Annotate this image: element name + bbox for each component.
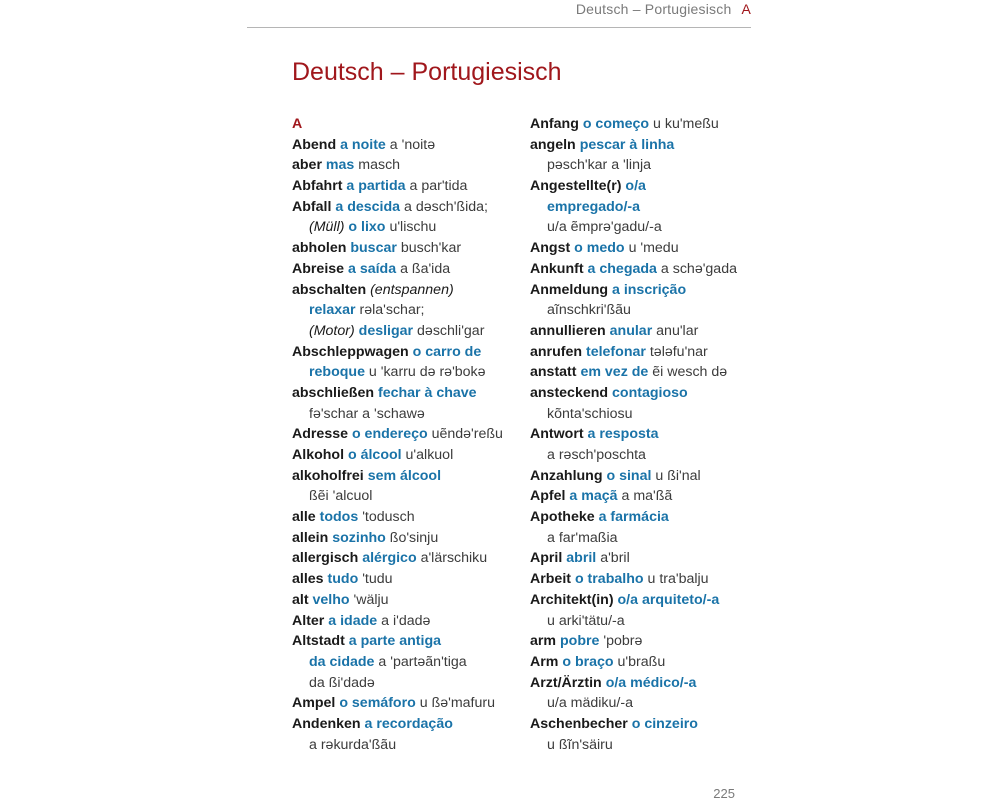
- translation: o/a arquiteto/-a: [617, 591, 720, 608]
- headword: Alkohol: [292, 447, 345, 463]
- usage-note: (Motor): [309, 322, 355, 339]
- headword: Arzt/Ärztin: [530, 674, 602, 691]
- pronunciation: tələfu'nar: [649, 343, 708, 360]
- dictionary-entry-line: [292, 259, 532, 280]
- translation: contagioso: [612, 384, 688, 401]
- dictionary-entry-line: [292, 155, 532, 176]
- dictionary-entry-line: [530, 569, 751, 590]
- running-head: [576, 0, 751, 18]
- translation: anular: [609, 322, 653, 339]
- translation: a recordação: [364, 715, 453, 732]
- pronunciation: uẽndə'reßu: [431, 426, 503, 443]
- dictionary-entry-line: [292, 362, 532, 383]
- translation: o trabalho: [574, 571, 644, 588]
- pronunciation: a 'noitə: [389, 136, 436, 153]
- dictionary-entry-line: [292, 466, 532, 487]
- pronunciation: a rəkurda'ßãu: [309, 736, 397, 753]
- pronunciation: u ßi'nal: [655, 467, 701, 484]
- headword: Anfang: [530, 116, 579, 132]
- translation: o lixo: [348, 219, 386, 236]
- headword: Ampel: [292, 695, 336, 712]
- headword: ansteckend: [530, 384, 609, 401]
- pronunciation: rəla'schar;: [359, 302, 425, 319]
- entries-column-left: [292, 114, 532, 755]
- headword: Apotheke: [530, 509, 595, 526]
- dictionary-entry-line: [292, 280, 532, 301]
- headword: Ankunft: [530, 260, 584, 277]
- dictionary-entry-line: [292, 486, 532, 507]
- translation: o álcool: [347, 447, 402, 463]
- pronunciation: a dəsch'ßida;: [404, 198, 488, 215]
- headword: Abreise: [292, 260, 345, 277]
- section-letter: A: [292, 116, 303, 132]
- dictionary-entry-line: [530, 176, 751, 197]
- dictionary-entry-line: [530, 714, 751, 735]
- dictionary-entry-line: [530, 466, 751, 487]
- headword: Anmeldung: [530, 281, 609, 298]
- dictionary-entry-line: [292, 424, 532, 445]
- headword: Angst: [530, 240, 571, 257]
- headword: abschalten: [292, 281, 367, 298]
- headword: Apfel: [530, 488, 566, 505]
- pronunciation: u ßĩn'säiru: [547, 736, 613, 753]
- dictionary-entry-line: [530, 590, 751, 611]
- translation: da cidade: [309, 653, 375, 670]
- translation: o sinal: [606, 467, 652, 484]
- dictionary-entry-line: [530, 507, 751, 528]
- dictionary-entry-line: [530, 735, 751, 756]
- translation: empregado/-a: [547, 198, 641, 215]
- entries-column-right: [530, 114, 751, 755]
- pronunciation: u ßə'mafuru: [419, 695, 496, 712]
- dictionary-entry-line: [292, 342, 532, 363]
- dictionary-entry-line: [292, 321, 532, 342]
- dictionary-entry-line: [292, 217, 532, 238]
- pronunciation: da ßi'dadə: [309, 674, 375, 691]
- pronunciation: a'lärschiku: [420, 550, 488, 567]
- headword: abholen: [292, 240, 347, 257]
- translation: pescar à linha: [579, 136, 675, 153]
- page-number: 225: [713, 786, 735, 801]
- translation: em vez de: [580, 364, 649, 381]
- pronunciation: ẽi wesch də: [652, 364, 728, 381]
- translation: a inscrição: [611, 281, 687, 298]
- dictionary-entry-line: [530, 259, 751, 280]
- translation: reboque: [309, 364, 365, 381]
- pronunciation: ßẽi 'alcuol: [309, 488, 373, 505]
- pronunciation: u 'karru də rə'bokə: [368, 364, 486, 381]
- header-rule: [247, 27, 751, 28]
- pronunciation: u'alkuol: [405, 447, 454, 463]
- pronunciation: a ßa'ida: [400, 260, 451, 277]
- pronunciation: 'todusch: [362, 509, 415, 526]
- dictionary-entry-line: [530, 404, 751, 425]
- pronunciation: u/a ẽmprə'gadu/-a: [547, 219, 662, 236]
- pronunciation: a schə'gada: [660, 260, 737, 277]
- headword: Architekt(in): [530, 591, 614, 608]
- translation: a farmácia: [598, 509, 669, 526]
- dictionary-entry-line: [292, 197, 532, 218]
- pronunciation: 'pobrə: [603, 633, 643, 650]
- headword: allergisch: [292, 550, 359, 567]
- translation: a saída: [348, 260, 397, 277]
- translation: telefonar: [585, 343, 646, 360]
- translation: a descida: [335, 198, 401, 215]
- translation: o semáforo: [339, 695, 416, 712]
- headword: allein: [292, 529, 329, 546]
- dictionary-entry-line: [530, 445, 751, 466]
- translation: sozinho: [332, 529, 386, 546]
- pronunciation: u/a mädiku/-a: [547, 695, 633, 712]
- pronunciation: 'wälju: [353, 591, 389, 608]
- running-title: Deutsch – Portugiesisch: [575, 1, 732, 17]
- dictionary-entry-line: [292, 300, 532, 321]
- pronunciation: a rəsch'poschta: [547, 447, 646, 463]
- translation: buscar: [350, 240, 397, 257]
- translation: a idade: [328, 612, 378, 629]
- translation: o cinzeiro: [631, 715, 698, 732]
- pronunciation: pəsch'kar a 'linja: [547, 157, 651, 174]
- dictionary-entry-line: [530, 342, 751, 363]
- translation: o endereço: [351, 426, 428, 443]
- translation: todos: [319, 509, 359, 526]
- dictionary-entry-line: [530, 383, 751, 404]
- usage-note: (Müll): [309, 219, 345, 236]
- translation: sem álcool: [367, 467, 442, 484]
- pronunciation: u arki'tätu/-a: [547, 612, 625, 629]
- translation: o/a médico/-a: [605, 674, 697, 691]
- pronunciation: ßo'sinju: [389, 529, 439, 546]
- headword: alle: [292, 509, 316, 526]
- dictionary-entry-line: [292, 652, 532, 673]
- headword: Altstadt: [292, 633, 345, 650]
- pronunciation: anu'lar: [656, 322, 699, 339]
- dictionary-entry-line: [292, 114, 532, 135]
- dictionary-entry-line: [292, 673, 532, 694]
- headword: anrufen: [530, 343, 583, 360]
- translation: fechar à chave: [377, 384, 477, 401]
- dictionary-entry-line: [530, 693, 751, 714]
- translation: a parte antiga: [348, 633, 442, 650]
- translation: o braço: [562, 653, 614, 670]
- dictionary-entry-line: [292, 445, 532, 466]
- usage-note: (entspannen): [370, 281, 454, 298]
- pronunciation: u tra'balju: [647, 571, 709, 588]
- translation: alérgico: [362, 550, 417, 567]
- dictionary-entry-line: [530, 528, 751, 549]
- pronunciation: u'braßu: [617, 653, 666, 670]
- dictionary-entry-line: [530, 673, 751, 694]
- pronunciation: dəschli'gar: [417, 322, 485, 339]
- dictionary-entry-line: [292, 176, 532, 197]
- translation: o medo: [574, 240, 625, 257]
- pronunciation: u'lischu: [389, 219, 437, 236]
- pronunciation: aĩnschkri'ßãu: [547, 302, 631, 319]
- translation: abril: [566, 550, 597, 567]
- dictionary-entry-line: [530, 611, 751, 632]
- translation: a maçã: [569, 488, 618, 505]
- dictionary-entry-line: [292, 238, 532, 259]
- translation: a partida: [346, 178, 406, 195]
- headword: Abschleppwagen: [292, 343, 409, 360]
- dictionary-entry-line: [530, 631, 751, 652]
- translation: velho: [312, 591, 350, 608]
- translation: a resposta: [587, 426, 659, 443]
- translation: o começo: [582, 116, 650, 132]
- pronunciation: busch'kar: [400, 240, 462, 257]
- dictionary-entry-line: [530, 238, 751, 259]
- pronunciation: kõnta'schiosu: [547, 405, 633, 422]
- dictionary-entry-line: [530, 197, 751, 218]
- pronunciation: a i'dadə: [381, 612, 431, 629]
- dictionary-entry-line: [530, 424, 751, 445]
- headword: Arbeit: [530, 571, 571, 588]
- page-title: Deutsch – Portugiesisch: [292, 58, 562, 86]
- headword: anstatt: [530, 364, 577, 381]
- pronunciation: a'bril: [600, 550, 630, 567]
- pronunciation: u ku'meßu: [653, 116, 719, 132]
- dictionary-entry-line: [292, 404, 532, 425]
- dictionary-entry-line: [292, 548, 532, 569]
- dictionary-entry-line: [530, 486, 751, 507]
- headword: April: [530, 550, 563, 567]
- headword: annullieren: [530, 322, 606, 339]
- dictionary-entry-line: [292, 714, 532, 735]
- dictionary-entry-line: [292, 590, 532, 611]
- pronunciation: fə'schar a 'schawə: [309, 405, 425, 422]
- translation: a noite: [340, 136, 386, 153]
- headword: alles: [292, 571, 324, 588]
- headword: arm: [530, 633, 557, 650]
- headword: alt: [292, 591, 309, 608]
- dictionary-page: [247, 0, 751, 800]
- dictionary-entry-line: [292, 383, 532, 404]
- translation: tudo: [327, 571, 359, 588]
- translation: o carro de: [412, 343, 482, 360]
- dictionary-entry-line: [530, 135, 751, 156]
- dictionary-entry-line: [530, 155, 751, 176]
- dictionary-entry-line: [292, 135, 532, 156]
- pronunciation: masch: [358, 157, 401, 174]
- dictionary-entry-line: [292, 611, 532, 632]
- dictionary-entry-line: [292, 569, 532, 590]
- dictionary-entry-line: [292, 528, 532, 549]
- headword: angeln: [530, 136, 576, 153]
- dictionary-entry-line: [292, 507, 532, 528]
- pronunciation: 'tudu: [362, 571, 393, 588]
- dictionary-entry-line: [292, 693, 532, 714]
- pronunciation: a par'tida: [409, 178, 468, 195]
- pronunciation: a 'partəãn'tiga: [378, 653, 467, 670]
- dictionary-entry-line: [530, 362, 751, 383]
- headword: aber: [292, 157, 322, 174]
- headword: abschließen: [292, 384, 375, 401]
- headword: Abfahrt: [292, 178, 343, 195]
- dictionary-entry-line: [530, 300, 751, 321]
- pronunciation: a ma'ßã: [621, 488, 673, 505]
- headword: Antwort: [530, 426, 584, 443]
- section-letter-tab: A: [741, 1, 751, 17]
- translation: o/a: [625, 178, 646, 195]
- headword: Abfall: [292, 198, 332, 215]
- headword: Anzahlung: [530, 467, 603, 484]
- headword: Angestellte(r): [530, 178, 622, 195]
- headword: Andenken: [292, 715, 361, 732]
- translation: desligar: [358, 322, 414, 339]
- dictionary-entry-line: [292, 735, 532, 756]
- headword: Alter: [292, 612, 325, 629]
- headword: alkoholfrei: [292, 467, 364, 484]
- dictionary-entry-line: [530, 321, 751, 342]
- headword: Adresse: [292, 426, 348, 443]
- dictionary-entry-line: [530, 114, 751, 135]
- translation: mas: [325, 157, 355, 174]
- headword: Arm: [530, 653, 559, 670]
- pronunciation: u 'medu: [628, 240, 679, 257]
- headword: Aschenbecher: [530, 715, 628, 732]
- dictionary-entry-line: [530, 280, 751, 301]
- translation: relaxar: [309, 302, 356, 319]
- translation: pobre: [559, 633, 600, 650]
- headword: Abend: [292, 136, 337, 153]
- dictionary-entry-line: [530, 548, 751, 569]
- translation: a chegada: [587, 260, 657, 277]
- dictionary-entry-line: [530, 217, 751, 238]
- dictionary-entry-line: [530, 652, 751, 673]
- pronunciation: a far'maßia: [547, 529, 618, 546]
- dictionary-entry-line: [292, 631, 532, 652]
